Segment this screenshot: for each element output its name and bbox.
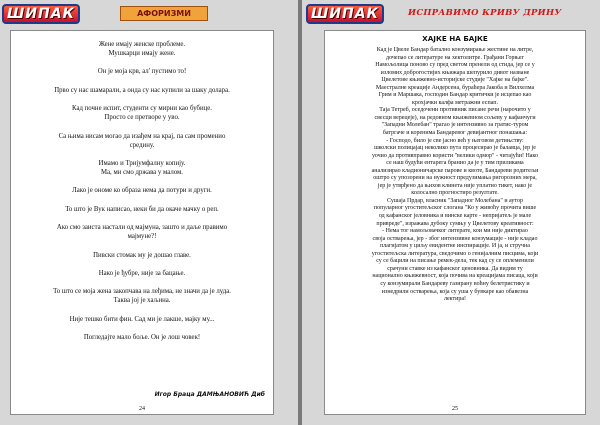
article-line: анализирао кладионичарске парове и квоте, Бандареви родитељи [371,167,539,174]
article-line: национално књижевност, која почива на креацијама писаца, који [372,273,538,280]
article-line: - Господо, било је све јасно већ у његовом детињству: [386,137,524,144]
aphorism-item [19,223,265,241]
aphorism-line: Жене имају женске проблеме. [98,41,186,48]
article-line: - Нема тог намољовачког литерате, кои ми није диктирао [382,228,528,235]
article-content [324,30,586,415]
aphorism-line: Ако смо заиста настали од мајмуна, зашто и даље правимо [56,224,228,232]
article-line: Маестралне креације Андерсена, бураћера Јакоба и Вилхелма [375,84,535,91]
aphorism-item [19,251,265,260]
article-line: уочио да противправно користи "велики одмор" - читајући! Нако [371,152,539,159]
aphorism-line: Лако је ономе ко образа нема да потури и други. [72,187,212,195]
aphorism-item [19,67,265,76]
article-body [333,47,577,304]
article-line: "Западни Молебан" трагао је интензивно за гратис-туром [381,122,529,129]
article-line: плагијатом у циљу евидентне инспирације. И ја, и стручна [380,243,530,250]
aphorism-line: средину. [129,141,155,149]
article-line: срачуни ставке из кафанског ценовника. Да видим ту [387,265,523,272]
article-line: Намољолица поново су пред светом пренели од стида, јер се у [375,62,535,69]
aphorism-item [19,40,265,58]
aphorism-line: Просто се претворе у уво. [104,114,180,122]
aphorism-item [19,132,265,150]
article-line: се наш будући ентарега бранио да је у тим приликама [386,160,524,167]
section-header: АФОРИЗМИ [120,6,208,21]
aphorism-item [19,86,265,95]
article-line: Таја Тетреб, оседочени противник писане речи (нарочито у [379,107,531,114]
aphorism-line: То што се моја жена закопчава на леђима, не значи да је луда. [53,288,231,296]
article-line: крохјачки калфа метражни еспап. [412,99,498,106]
article-line: су конзумирали Бандареву газирану воћну белетристику и [380,280,530,287]
aphorism-line: Ма, ми смо држава у малом. [100,168,183,176]
article-line: од кафанског јеловника и винске карте - непријатељ је мале [378,213,532,220]
article-line: популарног угоститељског слогана "Ко у живоћу прочита више [373,205,537,212]
aphorism-line: Са њима нисам могао да изађем на крај, па сам променио [58,132,226,140]
aphorism-line: Кад почне испит, студенти су мирни као бубице. [72,105,212,113]
sipak-logo-right: ШИПАК [306,4,384,24]
aphorism-item [19,315,265,324]
article-line: Сушаја Прдар, власник "Западног Молебана" и аутор [387,197,523,204]
aphorism-line: Погледајте мало боље. Он је лош човек! [83,334,201,342]
page-number-right: 25 [452,406,458,412]
aphorism-item [19,333,265,342]
article-title: ХАЈКЕ НА БАЈКЕ [422,34,488,43]
author-signature: Игор Браца ДАМЊАНОВИЋ Диб [154,391,265,398]
aphorism-line: мајмуне?! [127,233,157,241]
article-line: изнедрили остварења, која су уша у бувкаре као обавезна [381,288,529,295]
page-number-left: 24 [139,406,145,412]
article-line: оштро су упозорени на нужност предузимања ригорозних мера, [373,175,537,182]
article-line: школски полицајац неколико пута процесирао је балавца, јер је [374,145,536,152]
aphorism-line: Прво су нас шамарали, а онда су нас купили за шаку долара. [54,86,230,94]
article-line: јер је утврђено да њихов клинета није уплатио тикет, нако је [377,182,533,189]
left-page [0,0,298,425]
article-line: дочепао се литературе на хектолитре. Грађани Горњег [386,54,524,61]
article-line: привреде", изражава дубоку сумњу у Цвелетову креативност: [376,220,534,227]
article-line: Цвелетове књижевно-историјске студије "Хајке на бајке". [381,77,529,84]
aphorism-item [19,287,265,305]
article-line: своја остварења, јер - због интензивне конзумације - није кладао [372,235,538,242]
sipak-logo: ШИПАК [2,4,80,24]
aphorisms-content [10,30,274,415]
aphorism-line: То што је Вук написао, неки би да окаче мачку о реп. [65,205,219,213]
article-line: угоститељска литература, сведочимо о генијалним писцима, који [371,250,539,257]
aphorism-item [19,205,265,214]
section-header-right: ИСПРАВИМО КРИВУ ДРИНУ [408,8,562,18]
aphorism-item [19,104,265,122]
article-line: су се бацили на писање ремек-дела, тек кад су се оплеменили [376,258,534,265]
article-line: изломих доброгостијих књижара шепурило дивот назване [380,69,530,76]
aphorism-line: Имамо и Тријумфалну копију. [98,159,186,167]
article-line: лектира! [444,296,466,303]
aphorism-line: Таква јој је хаљина. [113,297,171,305]
aphorism-line: Нако је ђубре, није за бацање. [98,269,186,277]
right-page [302,0,600,425]
aphorism-line: Мушкарци имају жене. [108,50,176,57]
article-line: Грим и Маршака, господин Бандар критички је исцепао као [378,92,532,99]
aphorism-item [19,269,265,278]
article-line: батргаче и коренима Бандаревог девијантног понашања: [382,130,528,137]
article-line: свесци верецеје), на редовном књижевном сољеву у кафанчуги [374,114,536,121]
aphorism-item [19,159,265,177]
aphorism-item [19,186,265,195]
aphorism-line: Пивски стомак му је дошао главе. [93,251,191,259]
article-line: Кад је Цвеле Бандар батално конзумирање жестине на литре, [376,47,534,53]
article-line: колосално прогностиро резултате. [411,190,499,197]
aphorism-line: Он је моја крв, ал' пустимо то! [97,68,187,76]
aphorism-line: Није тешко бити фин. Сад ми је лакше, мајку му... [69,315,215,323]
aphorism-list [19,40,265,351]
